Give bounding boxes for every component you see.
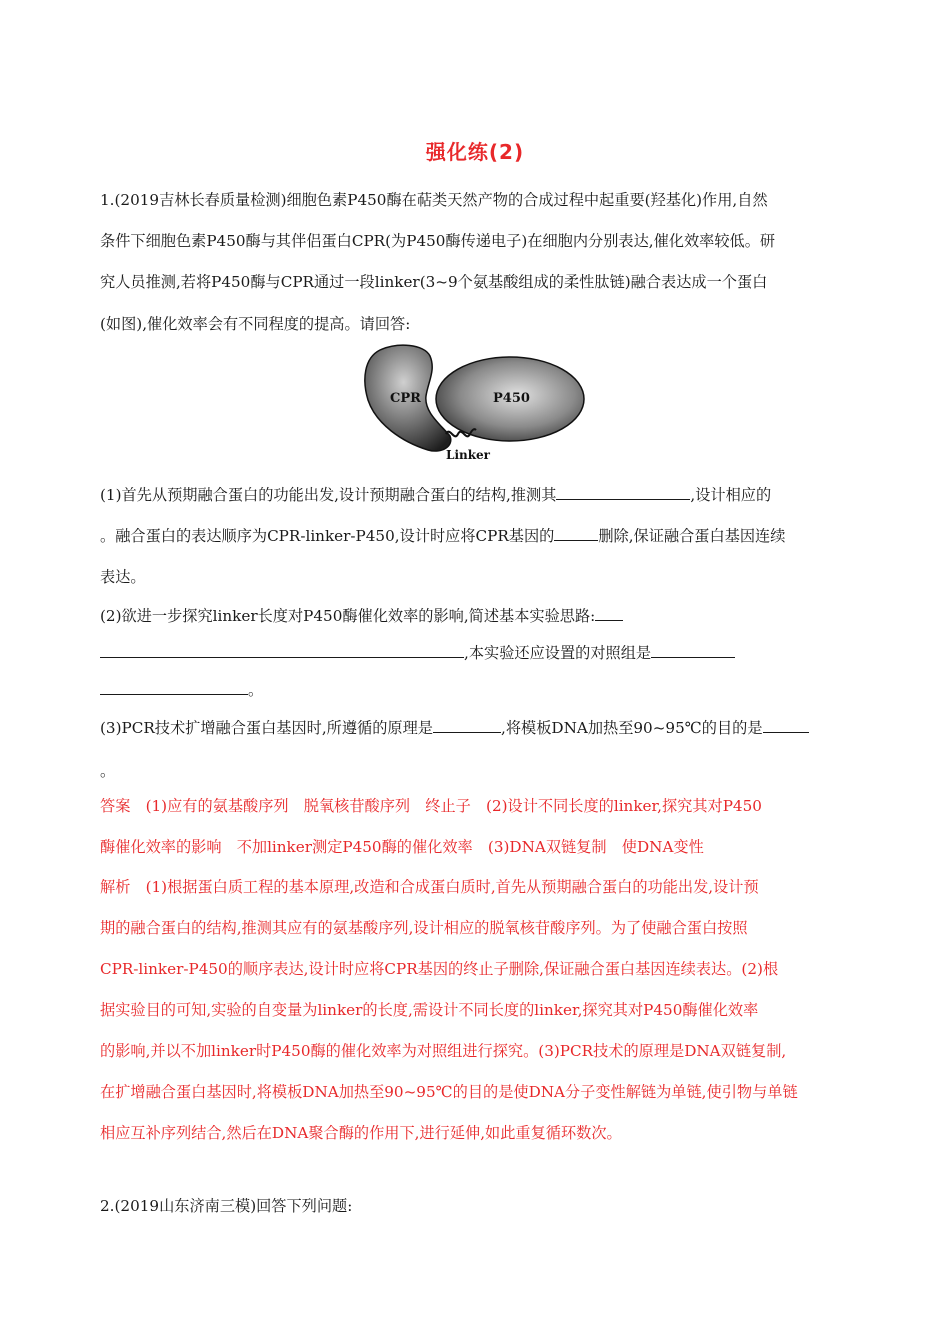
answer-blank[interactable]: [100, 678, 248, 695]
analysis-line: 解析 (1)根据蛋白质工程的基本原理,改造和合成蛋白质时,首先从预期融合蛋白的功能出发,设计预: [100, 878, 759, 896]
analysis-line: 的影响,并以不加linker时P450酶的催化效率为对照组进行探究。(3)PCR技术的原理是DNA双链复制,: [100, 1042, 787, 1060]
page-title: 强化练(2): [425, 140, 525, 164]
answer-blank[interactable]: [763, 716, 809, 733]
q1-part2-line: [100, 604, 623, 627]
answer-blank[interactable]: [554, 524, 598, 541]
q1-part1-line: 表达。: [100, 568, 146, 586]
q1-part3-text: ,将模板DNA加热至90~95℃的目的是: [501, 719, 763, 737]
q1-line: 究人员推测,若将P450酶与CPR通过一段linker(3~9个氨基酸组成的柔性肽链)融合表达成一个蛋白: [100, 273, 768, 291]
answer-blank[interactable]: [100, 641, 464, 658]
q1-part1-text: (1)首先从预期融合蛋白的功能出发,设计预期融合蛋白的结构,推测其: [100, 486, 557, 504]
q1-part2-text: 。: [248, 681, 264, 699]
analysis-line: 在扩增融合蛋白基因时,将模板DNA加热至90~95℃的目的是使DNA分子变性解链为单链,使引物与单链: [100, 1083, 798, 1101]
q1-part2-line: [100, 678, 263, 701]
q1-part3-line: 。: [100, 762, 116, 780]
q1-line: 条件下细胞色素P450酶与其伴侣蛋白CPR(为P450酶传递电子)在细胞内分别表达,催化效率较低。研: [100, 232, 776, 250]
fusion-protein-figure: [358, 342, 598, 466]
q1-part3-line: [100, 716, 809, 739]
q1-part1-text: 。融合蛋白的表达顺序为CPR-linker-P450,设计时应将CPR基因的: [100, 527, 555, 545]
q1-line: (如图),催化效率会有不同程度的提高。请回答:: [100, 315, 411, 333]
answer-blank[interactable]: [651, 641, 735, 658]
q1-part2-text: (2)欲进一步探究linker长度对P450酶催化效率的影响,简述基本实验思路:: [100, 607, 596, 625]
q1-part3-text: (3)PCR技术扩增融合蛋白基因时,所遵循的原理是: [100, 719, 433, 737]
q1-part1-text: 删除,保证融合蛋白基因连续: [598, 527, 786, 545]
cpr-label: CPR: [390, 391, 421, 406]
q1-part1-text: ,设计相应的: [690, 486, 772, 504]
linker-label: Linker: [446, 448, 490, 462]
analysis-line: CPR-linker-P450的顺序表达,设计时应将CPR基因的终止子删除,保证融合蛋白基因连续表达。(2)根: [100, 960, 779, 978]
answer-blank[interactable]: [595, 604, 623, 621]
answer-line: 答案 (1)应有的氨基酸序列 脱氧核苷酸序列 终止子 (2)设计不同长度的linker,探究其对P450: [100, 797, 762, 815]
answer-blank[interactable]: [433, 716, 501, 733]
q2-line: 2.(2019山东济南三模)回答下列问题:: [100, 1197, 353, 1215]
q1-part1-line: [100, 483, 771, 506]
q1-part2-text: ,本实验还应设置的对照组是: [464, 644, 652, 662]
analysis-line: 期的融合蛋白的结构,推测其应有的氨基酸序列,设计相应的脱氧核苷酸序列。为了使融合蛋白按照: [100, 919, 748, 937]
q1-line: 1.(2019吉林长春质量检测)细胞色素P450酶在萜类天然产物的合成过程中起重要(羟基化)作用,自然: [100, 191, 768, 209]
answer-blank[interactable]: [556, 483, 690, 500]
analysis-line: 据实验目的可知,实验的自变量为linker的长度,需设计不同长度的linker,探究其对P450酶催化效率: [100, 1001, 759, 1019]
p450-label: P450: [493, 391, 530, 406]
answer-line: 酶催化效率的影响 不加linker测定P450酶的催化效率 (3)DNA双链复制 使DNA变性: [100, 838, 704, 856]
q1-part1-line: [100, 524, 785, 547]
analysis-line: 相应互补序列结合,然后在DNA聚合酶的作用下,进行延伸,如此重复循环数次。: [100, 1124, 622, 1142]
q1-part2-line: [100, 641, 735, 664]
